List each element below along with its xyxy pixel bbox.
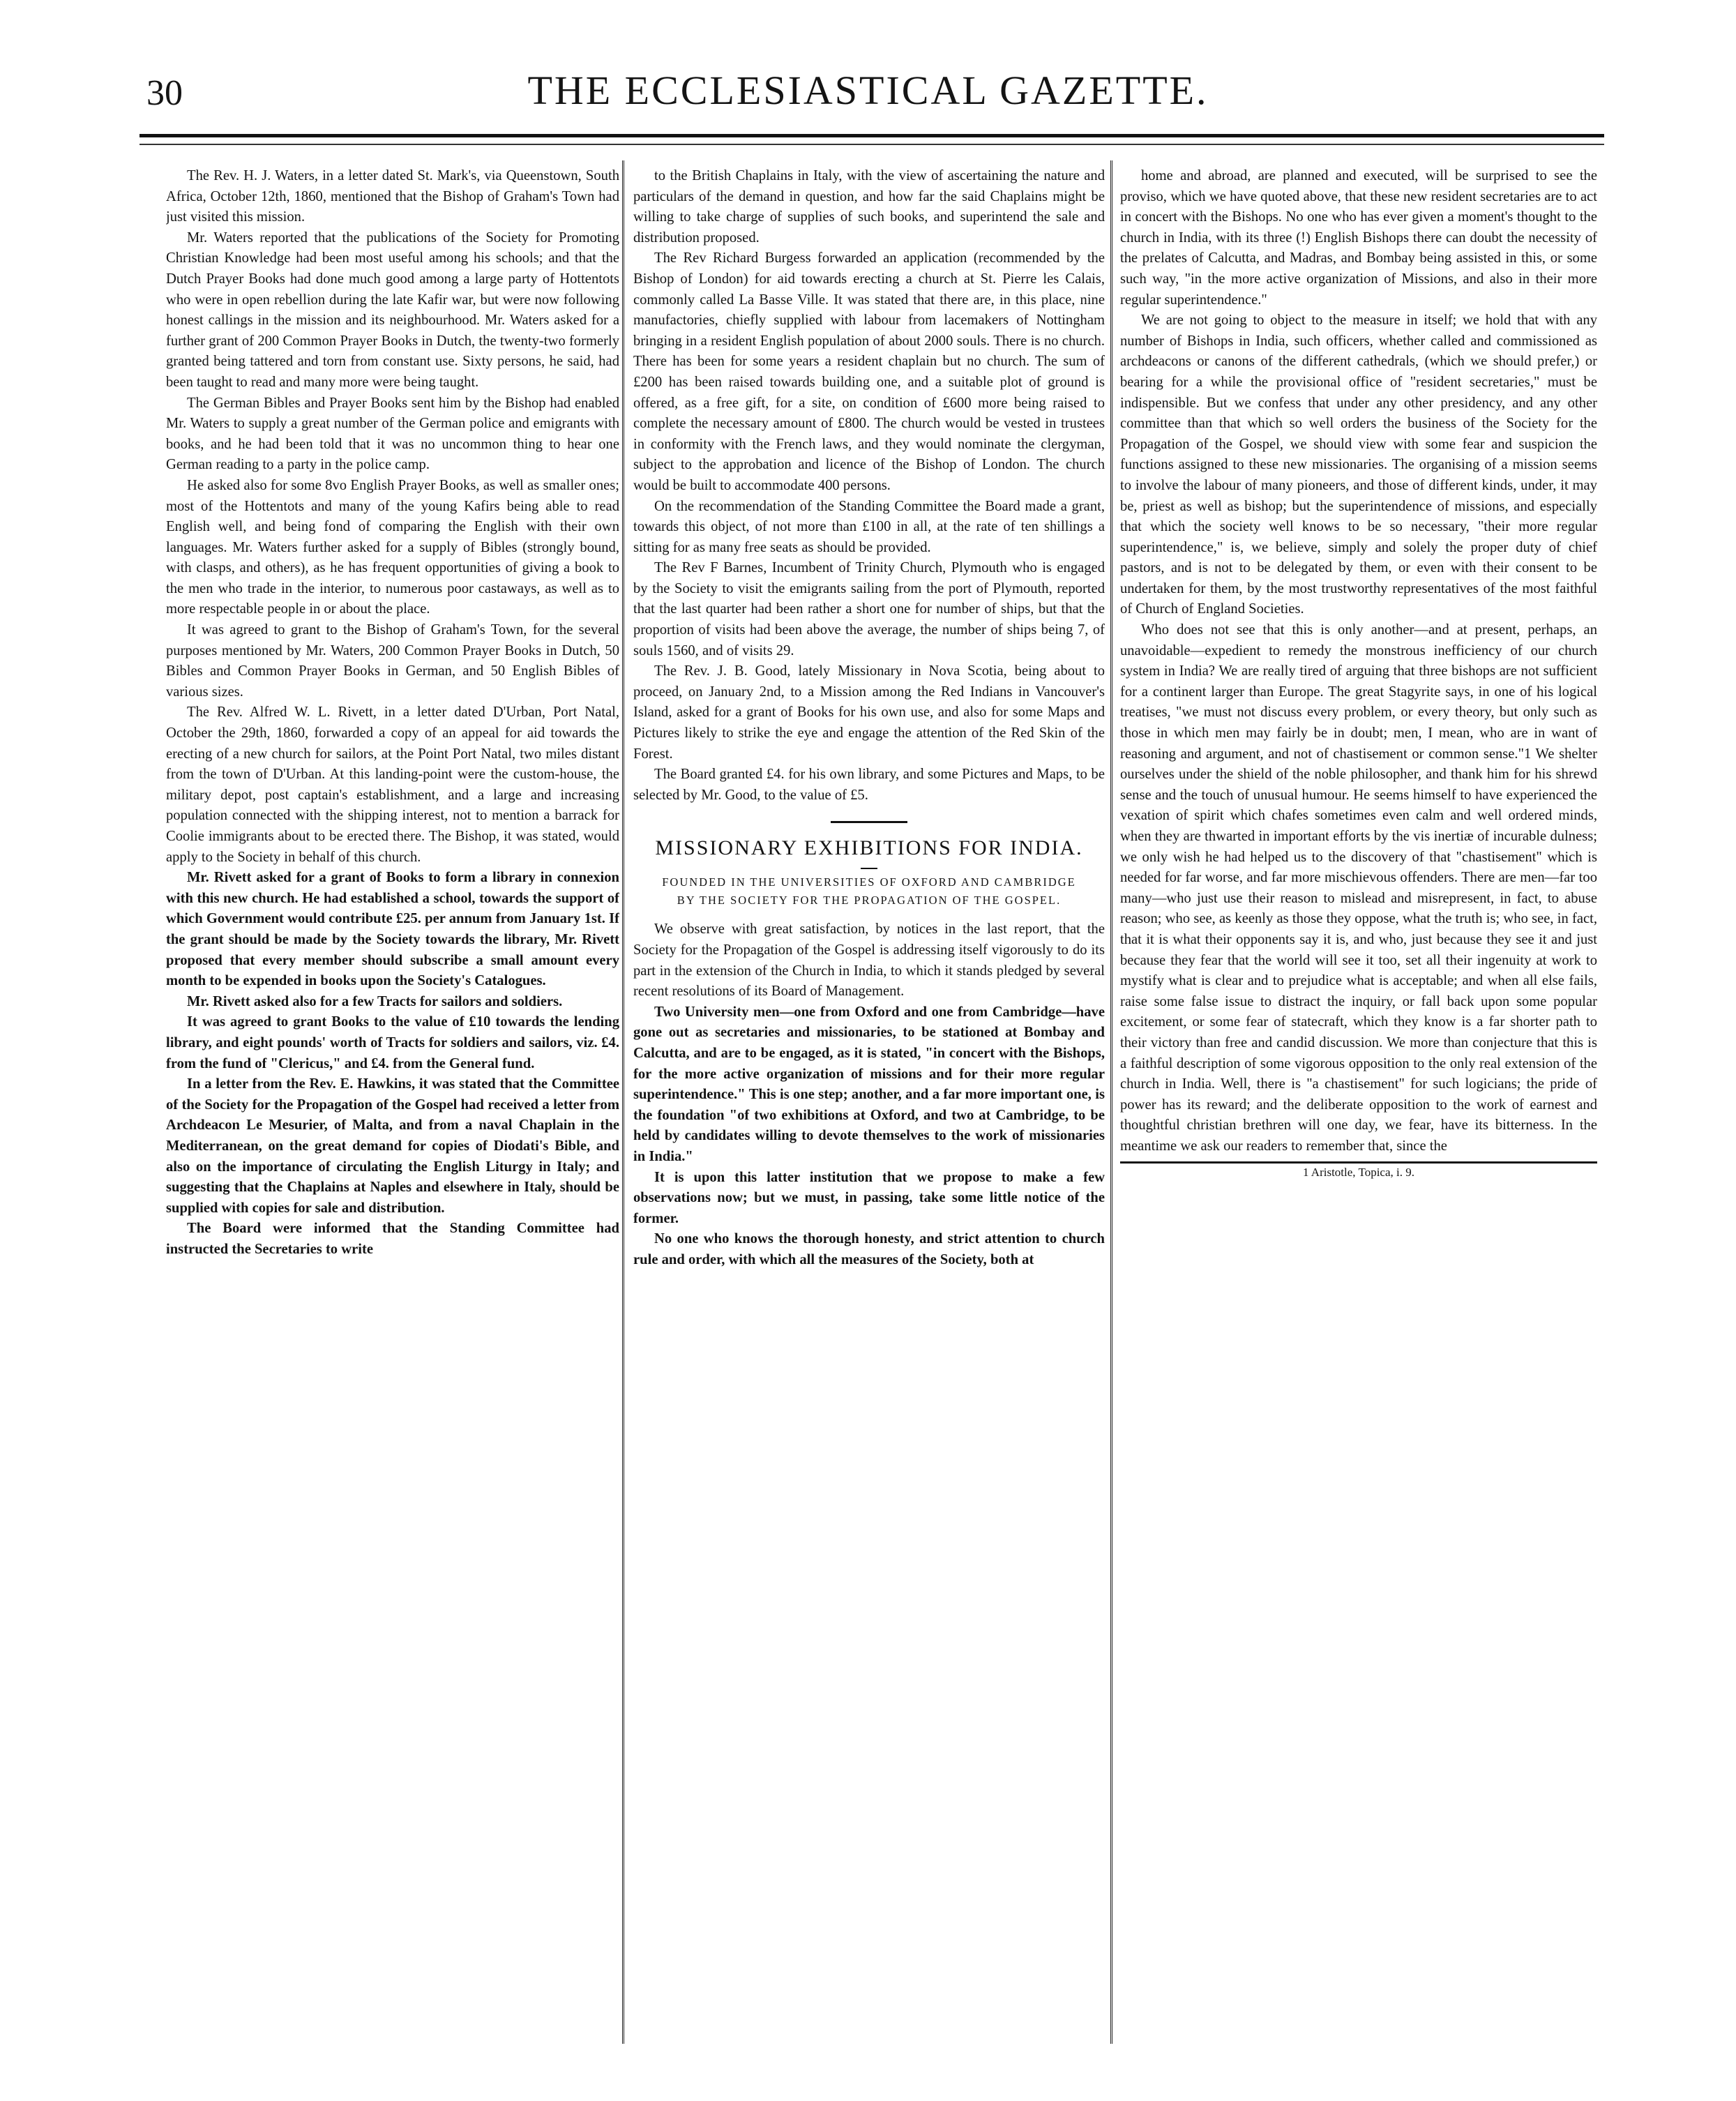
paragraph: He asked also for some 8vo English Prayer Books, as well as smaller ones; most of the Hottentots and many of the young Kafirs being able to read English well, and being fond of comparing the English with their own languages. Mr. Waters further asked for a supply of Bibles (strongly bound, with clasps, and others), as he has frequent opportunities of giving a book to the men who trade in the interior, to numerous poor castaways, as well as to more respectable people in or about the place. — [166, 477, 619, 617]
paragraph: Mr. Rivett asked for a grant of Books to form a library in connexion with this new church. He had established a school, towards the support of which Government would contribute £25. per annum from January 1st. If the grant should be made by the Society towards the library, Mr. Rivett proposed that every member should subscribe a small amount every month to be expended in books upon the Society's Catalogues. — [166, 870, 619, 989]
masthead-title: THE ECCLESIASTICAL GAZETTE. — [527, 68, 1209, 113]
paragraph: The Board were informed that the Standing Committee had instructed the Secretaries to write — [166, 1221, 619, 1257]
paragraph: The Board granted £4. for his own library, and some Pictures and Maps, to be selected by Mr. Good, to the value of £5. — [633, 767, 1105, 803]
page-number: 30 — [146, 73, 183, 113]
paragraph: In a letter from the Rev. E. Hawkins, it was stated that the Committee of the Society for the Propagation of the Gospel had received a letter from Archdeacon Le Mesurier, of Malta, and from a naval Chaplain in the Mediterranean, on the great demand for copies of Diodati's Bible, and also on the importance of circulating the English Liturgy in Italy; and suggesting that the Chaplains at Naples and elsewhere in Italy, should be supplied with copies for sale and distribution. — [166, 1076, 619, 1216]
paragraph: Mr. Waters reported that the publications of the Society for Promoting Christian Knowledge had been most useful among his schools; and that the Dutch Prayer Books had done much good among a large party of Hottentots who were in open rebellion during the late Kafir war, but were now following honest callings in the mission and its neighbourhood. Mr. Waters asked for a further grant of 200 Common Prayer Books in Dutch, the twenty-two formerly granted being tattered and torn from constant use. Sixty persons, he said, had been taught to read and many more were being taught. — [166, 229, 619, 390]
paragraph: The Rev Richard Burgess forwarded an application (recommended by the Bishop of London) for aid towards erecting a church at St. Pierre les Calais, commonly called La Basse Ville. It was stated that there are, in this place, nine manufactories, chiefly supplied with labour from lacemakers of Nottingham bringing in a resident English population of about 2000 souls. There is no church. There has been for some years a resident chaplain but no church. The sum of £200 has been raised towards building one, and a suitable plot of ground is offered, as a free gift, for a site, on condition of £600 more being raised to complete the necessary amount of £800. The church would be vested in trustees in conformity with the French laws, and they would nominate the clergyman, subject to the approbation and licence of the Bishop of London. The church would be built to accommodate 400 persons. — [633, 250, 1105, 493]
paragraph: Mr. Rivett asked also for a few Tracts for sailors and soldiers. — [187, 993, 563, 1009]
paragraph: Two University men—one from Oxford and one from Cambridge—have gone out as secretaries and missionaries, to be stationed at Bombay and Calcutta, and are to be engaged, as it is stated, "in concert with the Bishops, for the more active organization of missions and for their more regular superintendence." This is one step; another, and a far more important one, is the foundation "of two exhibitions at Oxford, and two at Cambridge, to be held by candidates willing to devote themselves to the work of missionaries in India." — [633, 1004, 1105, 1164]
section-title: MISSIONARY EXHIBITIONS FOR INDIA. — [655, 836, 1083, 860]
paragraph: No one who knows the thorough honesty, and strict attention to church rule and order, with which all the measures of the Society, both at — [633, 1231, 1105, 1267]
paragraph: The Rev F Barnes, Incumbent of Trinity Church, Plymouth who is engaged by the Society to visit the emigrants sailing from the port of Plymouth, reported that the last quarter had been rather a short one for number of ships, but that the proportion of visits had been above the average, the number of ships being 7, of souls 1560, and of visits 29. — [633, 560, 1105, 658]
column-1 — [166, 166, 619, 2035]
paragraph: It was agreed to grant to the Bishop of Graham's Town, for the several purposes mentioned by Mr. Waters, 200 Common Prayer Books in Dutch, 50 Bibles and Common Prayer Books in German, and 50 English Bibles of various sizes. — [166, 622, 619, 700]
paragraph: The Rev. Alfred W. L. Rivett, in a letter dated D'Urban, Port Natal, October the 29th, 1860, forwarded a copy of an appeal for aid towards the erecting of a new church for sailors, at the Point Port Natal, two miles distant from the town of D'Urban. At this landing-point were the custom-house, the military depot, post captain's establishment, and a large and increasing population connected with the shipping interest, not to mention a barrack for Coolie immigrants about to be erected there. The Bishop, it was stated, would apply to the Society in behalf of this church. — [166, 705, 619, 865]
paragraph: home and abroad, are planned and executed, will be surprised to see the proviso, which we have quoted above, that these new resident secretaries are to act in concert with the Bishops. No one who has ever given a moment's thought to the church in India, with its three (!) English Bishops there can doubt the necessity of the prelates of Calcutta, and Madras, and Bombay being assisted in this, or some such way, "in the more active organization of Missions, and also in their more regular superintendence." — [1120, 168, 1597, 308]
header-rule — [139, 134, 1604, 137]
paragraph: On the recommendation of the Standing Committee the Board made a grant, towards this object, of not more than £100 in all, at the rate of ten shillings a sitting for as many free seats as should be provided. — [633, 498, 1105, 555]
header-rule-thin — [139, 144, 1604, 145]
footnote: 1 Aristotle, Topica, i. 9. — [1303, 1165, 1414, 1179]
paragraph: The Rev. J. B. Good, lately Missionary in Nova Scotia, being about to proceed, on January 2nd, to a Mission among the Red Indians in Vancouver's Island, asked for a grant of Books for his own use, and also for some Maps and Pictures likely to strike the eye and engage the attention of the Red Skin of the Forest. — [633, 663, 1105, 762]
paragraph: The Rev. H. J. Waters, in a letter dated St. Mark's, via Queenstown, South Africa, October 12th, 1860, mentioned that the Bishop of Graham's Town had just visited this mission. — [166, 168, 619, 225]
paragraph: Who does not see that this is only another—and at present, perhaps, an unavoidable—expedient to remedy the monstrous inefficiency of our church system in India? We are really tired of arguing that three bishops are not sufficient for a continent larger than Europe. The great Stagyrite says, in one of his logical treatises, "we must not discuss every problem, or every theory, but only such as those in which men may fairly be in doubt; men, I mean, who are in want of reasoning and argument, and not of chastisement or common sense."1 We shelter ourselves under the shield of the noble philosopher, and thank him for his shrewd sense and the touch of unusual humour. He seems himself to have experienced the vexation of spirit which chafes sometimes even calm and well ordered minds, when they are thwarted in important efforts by the vis inertiæ of incurable dulness; we only wish he had helped us to the discovery of that "chastisement" which is needed for far worse, and far more mischievous offenders. There are men—far too many—who just use their reason to mislead and misrepresent, in fact, to abuse reason; who see, as keenly as those they oppose, what the truth is; who see, in fact, that it is what their opponents say it is, and who, just because they see it and just because they fear that the world will see it too, set all their ingenuity at work to mystify what is clear and to prejudice what is acceptable; and when all else fails, raise some false issue to distract the inquiry, or fall back upon some popular excitement, or some fear of statecraft, which they know is a far shorter path to their victory than free and candid discussion. We more than conjecture that this is a faithful description of some vigorous opposition to the only real extension of the church in India. Well, there is "a chastisement" for such logicians; the pride of power has its reward; and the deliberate opposition to the work of earnest and thoughtful christian brethren will one day, we fear, have its bitterness. In the meantime we ask our readers to remember that, since the — [1120, 622, 1597, 1154]
column-3 — [1120, 166, 1597, 2035]
column-divider — [622, 160, 624, 2044]
section-small-rule — [861, 868, 877, 869]
column-2 — [633, 166, 1105, 2035]
paragraph: It is upon this latter institution that we propose to make a few observations now; but we must, in passing, take some little notice of the former. — [633, 1169, 1105, 1226]
section-rule — [831, 821, 907, 823]
paragraph: We observe with great satisfaction, by notices in the last report, that the Society for the Propagation of the Gospel is addressing itself vigorously to do its part in the extension of the Church in India, to which it stands pledged by several recent resolutions of its Board of Management. — [633, 921, 1105, 1000]
paragraph: We are not going to object to the measure in itself; we hold that with any number of Bishops in India, such officers, whether called and commissioned as archdeacons or canons of the different cathedrals, (which we should prefer,) or bearing for a while the provisional office of "resident secretaries," must be indispensible. But we confess that under any other presidency, and any other committee than that which so well orders the business of the Society for the Propagation of the Gospel, we should view with some fear and suspicion the functions assigned to these new missionaries. The organising of a mission seems to involve the labour of many pioneers, and those of different kinds, under, it may be, priest as well as bishop; but the superintendence of missions, and especially that which the society well knows to be so necessary, "their more regular superintendence," is, we believe, simply and solely the proper duty of chief pastors, and is not to be delegated by them, or even with their consent to be undertaken for them, by the most trustworthy representatives of the most faithful of Church of England Societies. — [1120, 312, 1597, 617]
paragraph: The German Bibles and Prayer Books sent him by the Bishop had enabled Mr. Waters to supply a great number of the German police and emigrants with books, and he had been told that it was no uncommon thing to hear one German reading to a party in the police camp. — [166, 395, 619, 473]
column-divider — [1110, 160, 1112, 2044]
section-subtitle: FOUNDED IN THE UNIVERSITIES OF OXFORD AND CAMBRIDGE BY THE SOCIETY FOR THE PROPAGATION OF THE GOSPEL. — [662, 875, 1076, 908]
paragraph: It was agreed to grant Books to the value of £10 towards the lending library, and eight pounds' worth of Tracts for soldiers and sailors, viz. £4. from the fund of "Clericus," and £4. from the General fund. — [166, 1014, 619, 1071]
paragraph: to the British Chaplains in Italy, with the view of ascertaining the nature and particulars of the demand in question, and how far the said Chaplains might be willing to take charge of supplies of such books, and superintend the sale and distribution proposed. — [633, 168, 1105, 246]
